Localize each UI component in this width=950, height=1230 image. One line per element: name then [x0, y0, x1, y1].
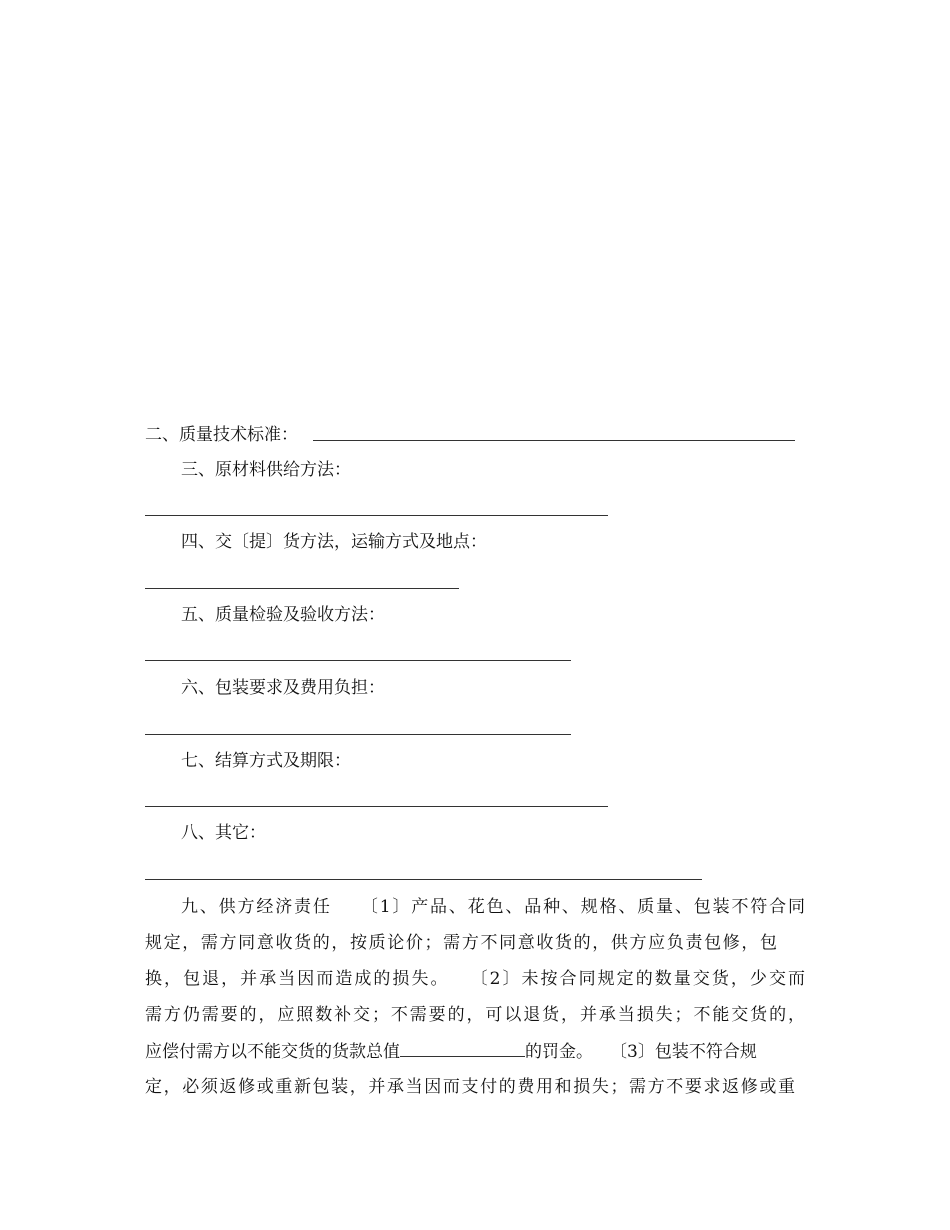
section-settlement-label: 七、结算方式及期限：: [181, 751, 351, 771]
section-inspection-label: 五、质量检验及验收方法：: [181, 605, 385, 625]
liability-line: 需方仍需要的，应照数补交；不需要的，可以退货，并承当损失；不能交货的，: [145, 1005, 805, 1025]
fill-in-line-delivery: [145, 588, 459, 589]
section-quality-label: 二、质量技术标准：: [145, 425, 298, 445]
liability-line: 定，必须返修或重新包装，并承当因而支付的费用和损失；需方不要求返修或重: [145, 1077, 795, 1097]
fill-in-line-quality: [313, 440, 795, 441]
liability-line: 规定，需方同意收货的，按质论价；需方不同意收货的，供方应负责包修，包: [145, 933, 777, 953]
section-materials-label: 三、原材料供给方法：: [181, 460, 351, 480]
fill-in-line-inspection: [145, 660, 571, 661]
liability-text: 的罚金。 〔3〕包装不符合规: [525, 1042, 757, 1062]
liability-line: [145, 1040, 805, 1062]
fill-in-line-packaging: [145, 734, 571, 735]
fill-in-line-other: [145, 879, 702, 880]
fill-in-line-settlement: [145, 806, 608, 807]
section-delivery-label: 四、交〔提〕货方法，运输方式及地点：: [181, 532, 487, 552]
section-packaging-label: 六、包装要求及费用负担：: [181, 678, 385, 698]
section-other-label: 八、其它：: [181, 823, 266, 843]
fill-in-blank-penalty: [400, 1040, 525, 1057]
liability-line: 九、供方经济责任 〔1〕产品、花色、品种、规格、质量、包装不符合同: [181, 897, 805, 917]
liability-text: 应偿付需方以不能交货的货款总值: [145, 1042, 400, 1062]
liability-line: 换，包退，并承当因而造成的损失。 〔2〕未按合同规定的数量交货，少交而: [145, 969, 805, 989]
fill-in-line-materials: [145, 515, 608, 516]
